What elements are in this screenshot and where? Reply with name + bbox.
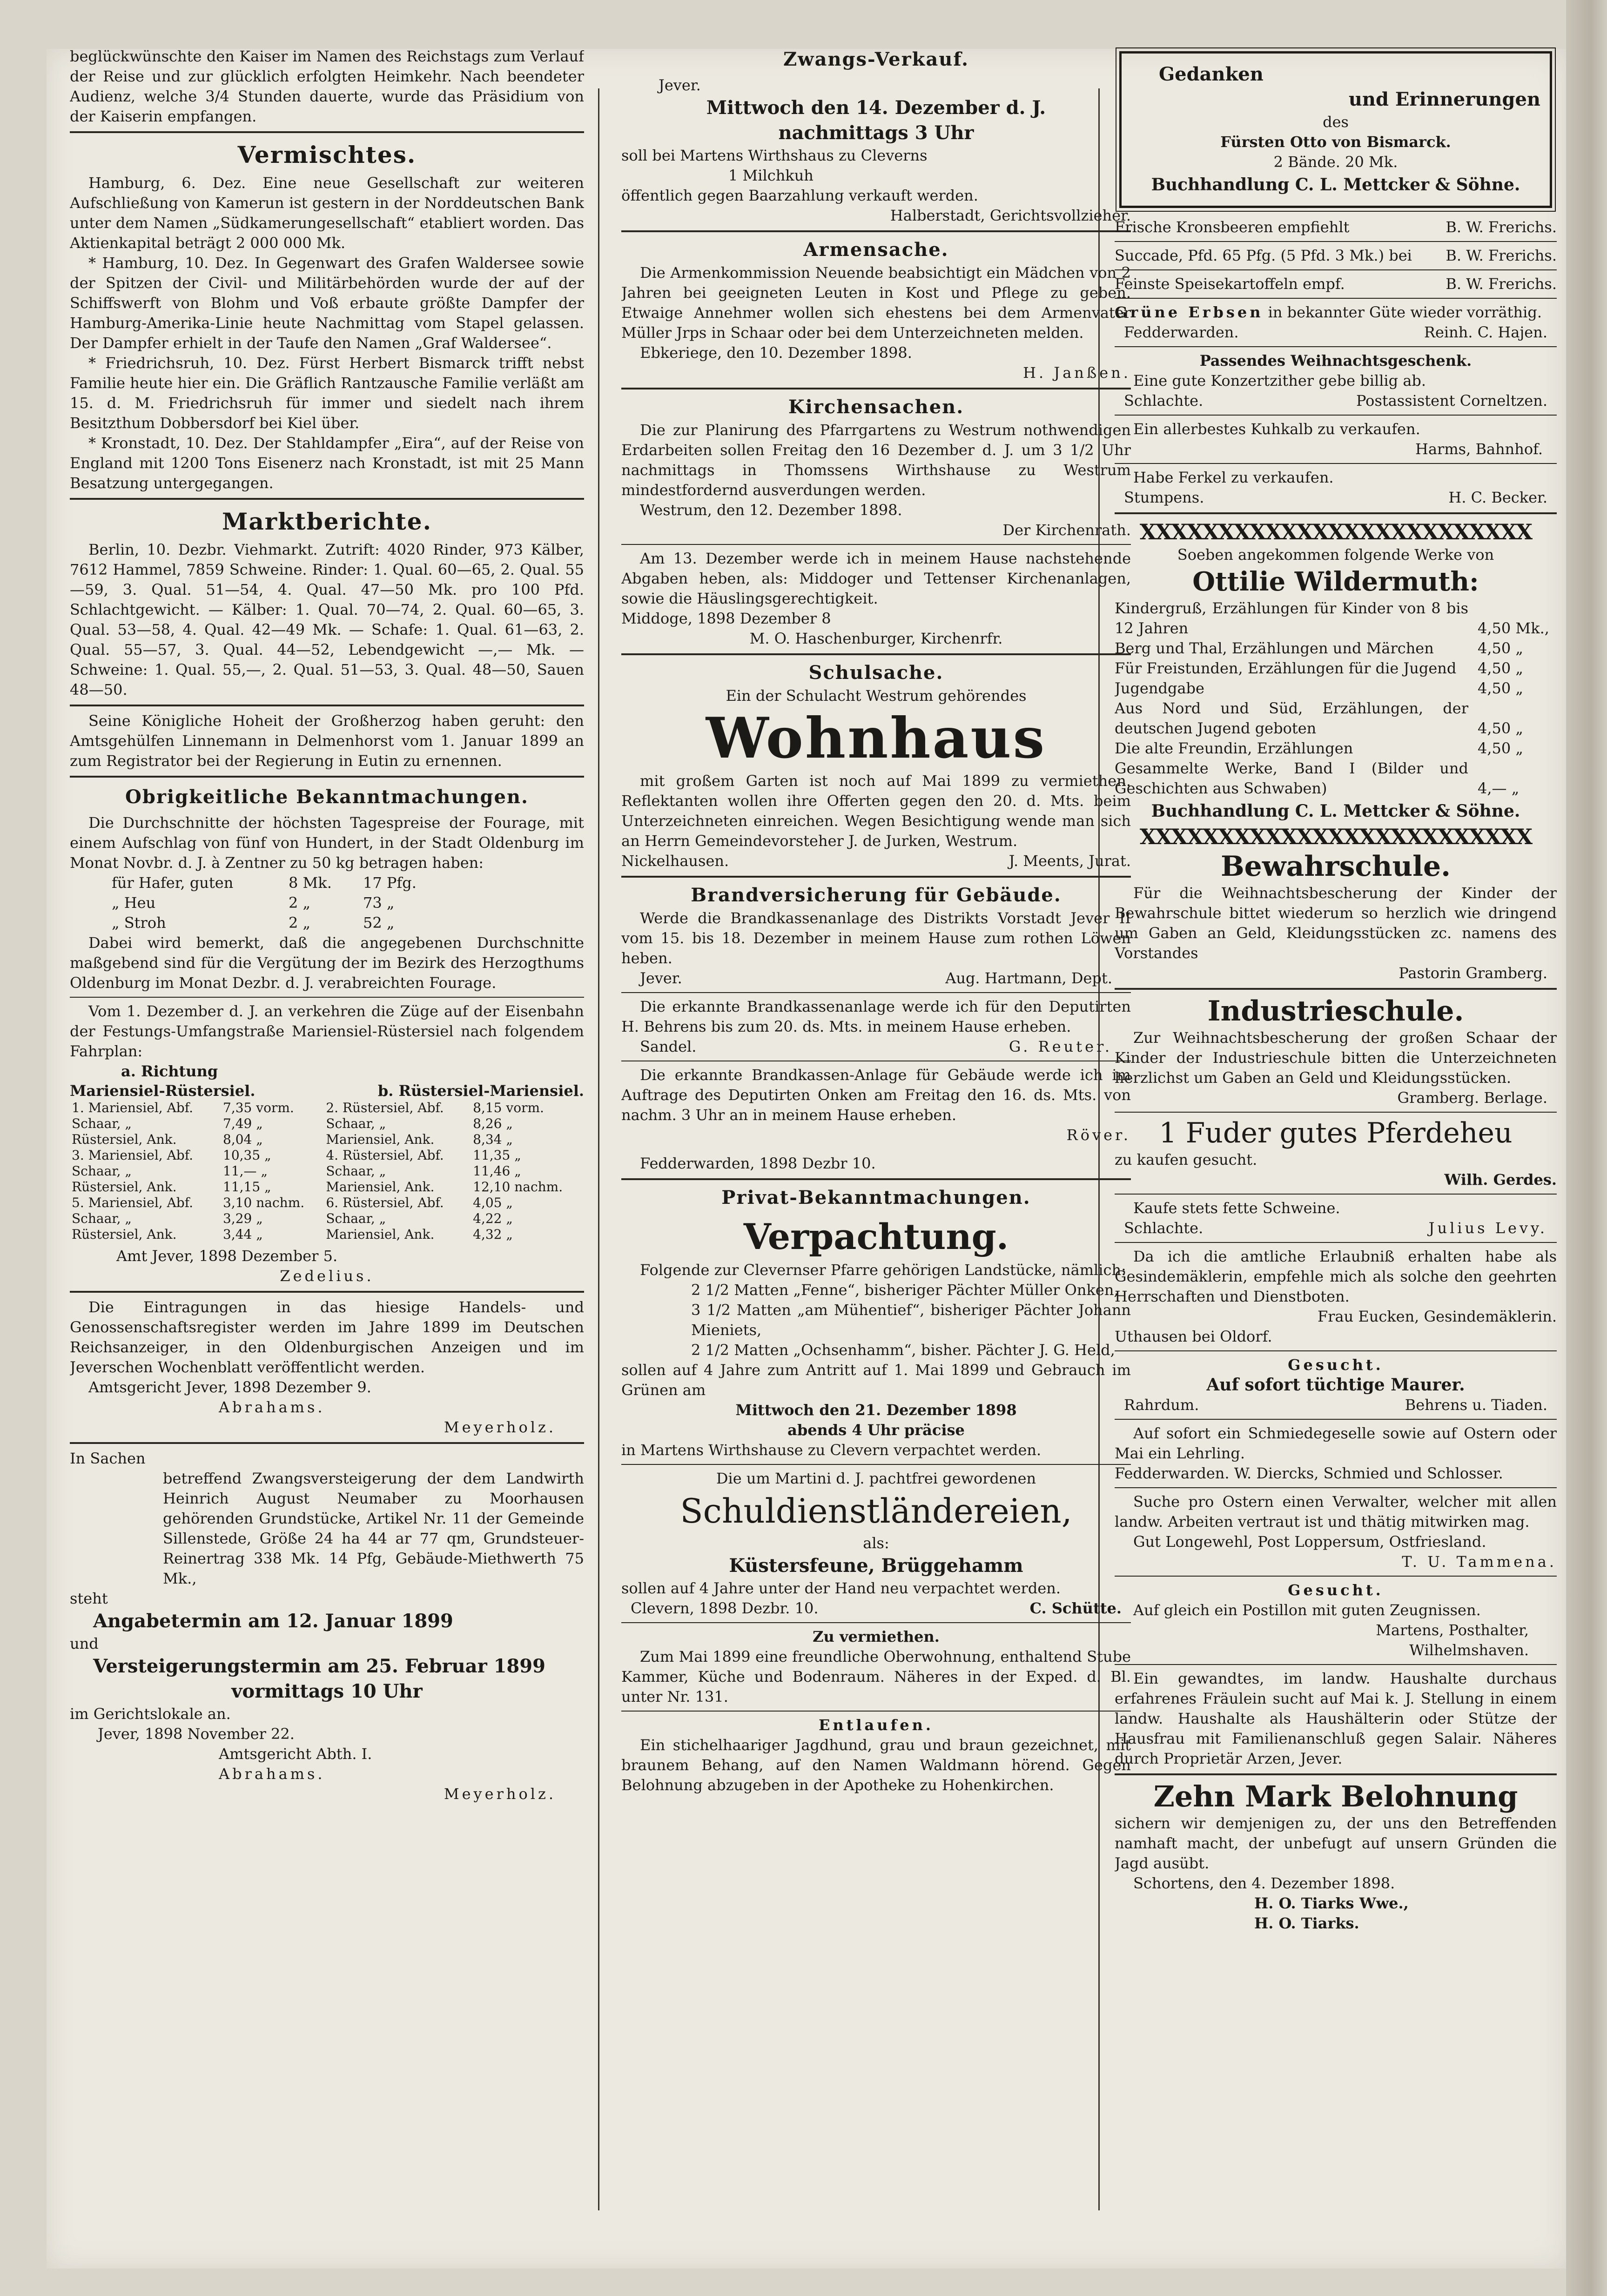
gesinde-place: Uthausen bei Oldorf. bbox=[1115, 1328, 1272, 1345]
schweine-place: Schlachte. bbox=[1124, 1219, 1204, 1237]
train-cell: Schaar, „ bbox=[72, 1211, 132, 1226]
vermiethen-heading: Zu vermiethen. bbox=[813, 1628, 940, 1645]
train-cell: 4,22 „ bbox=[473, 1211, 513, 1226]
divider bbox=[1115, 1773, 1557, 1775]
train-cell: Schaar, „ bbox=[72, 1163, 132, 1179]
brand-footer-2 bbox=[621, 1037, 1131, 1057]
train-signature: Zedelius. bbox=[280, 1267, 374, 1285]
divider bbox=[1115, 1419, 1557, 1420]
bewahrschule-signature: Pastorin Gramberg. bbox=[1399, 964, 1547, 982]
divider bbox=[621, 1178, 1131, 1180]
schulsache-heading: Schulsache. bbox=[808, 662, 944, 684]
divider bbox=[1115, 269, 1557, 270]
schweine-text: Kaufe stets fette Schweine. bbox=[1133, 1199, 1340, 1217]
train-cell: 12,10 nachm. bbox=[473, 1179, 563, 1195]
zw-when-2: nachmittags 3 Uhr bbox=[778, 122, 974, 144]
belohnung-sig-1: H. O. Tiarks Wwe., bbox=[1254, 1894, 1409, 1912]
train-cell: 8,15 vorm. bbox=[473, 1100, 544, 1115]
schmied-signature: Fedderwarden. W. Diercks, Schmied und Schlosser. bbox=[1115, 1464, 1503, 1482]
belohnung-date: Schortens, den 4. Dezember 1898. bbox=[1133, 1874, 1395, 1892]
sachen-label: In Sachen bbox=[70, 1450, 146, 1467]
divider bbox=[1115, 463, 1557, 464]
book-price: 4,50 „ bbox=[1478, 739, 1523, 757]
erbsen-heading: Grüne Erbsen bbox=[1115, 303, 1264, 321]
wildermuth-heading: Ottilie Wildermuth: bbox=[1192, 566, 1479, 597]
news-hamburg-1: Hamburg, 6. Dez. Eine neue Gesellschaft zur weiteren Aufschließung von Kamerun ist gestern in der Norddeutschen Bank unter dem Namen „Südkamerungesellschaft“ etabliert worden. Das Aktienkapital beträgt 2 000 000 Mk. bbox=[70, 174, 584, 252]
brand-place-2: Sandel. bbox=[640, 1038, 697, 1055]
arm-date: Ebkeriege, den 10. Dezember 1898. bbox=[640, 344, 912, 362]
arm-text: Die Armenkommission Neuende beabsichtigt ein Mädchen von 2 Jahren bei geeigneten Leuten in Kost und Pflege zu geben. Etwaige Annehmer wollen sich ehestens bei dem Armenvater Müller Jrps in Schaar oder bei dem Unterzeichneten melden. bbox=[621, 264, 1131, 342]
schuldienst-heading: Schuldienstländereien, bbox=[680, 1491, 1072, 1531]
price-row: für Hafer, guten 8 Mk. 17 Pfg. bbox=[112, 874, 417, 892]
book-title: Berg und Thal, Erzählungen und Märchen bbox=[1115, 639, 1434, 657]
train-row bbox=[70, 1179, 584, 1195]
train-row bbox=[70, 1195, 584, 1211]
bismarck-line-6: Buchhandlung C. L. Mettcker & Söhne. bbox=[1151, 175, 1520, 195]
train-cell: Schaar, „ bbox=[326, 1211, 386, 1226]
verp-item-1: 2 1/2 Matten „Fenne“, bisheriger Pächter Müller Onken, bbox=[691, 1281, 1119, 1299]
gesinde-signature: Frau Eucken, Gesindemäklerin. bbox=[1317, 1308, 1557, 1325]
wildermuth-signature: Buchhandlung C. L. Mettcker & Söhne. bbox=[1151, 801, 1520, 821]
steht-label: steht bbox=[70, 1590, 108, 1607]
sachen-amt: Amtsgericht Abth. I. bbox=[219, 1745, 372, 1763]
verp-when-2: abends 4 Uhr präcise bbox=[787, 1421, 965, 1439]
ferkel-place: Stumpens. bbox=[1124, 489, 1204, 506]
pferdeheu-text: zu kaufen gesucht. bbox=[1115, 1151, 1257, 1168]
gesucht-heading-2: Gesucht. bbox=[1288, 1581, 1384, 1599]
train-header-b: b. Rüstersiel-Mariensiel. bbox=[377, 1082, 584, 1100]
industrieschule-text: Zur Weihnachtsbescherung der großen Schaar der Kinder der Industrieschule bitten die Unterzeichneten herzlichst um Gaben an Geld und Kleidungsstücken. bbox=[1115, 1029, 1557, 1087]
train-cell: 2. Rüstersiel, Abf. bbox=[326, 1100, 444, 1115]
pferdeheu-heading: 1 Fuder gutes Pferdeheu bbox=[1159, 1117, 1513, 1149]
divider bbox=[70, 997, 584, 998]
train-cell: Mariensiel, Ank. bbox=[326, 1179, 435, 1195]
divider bbox=[621, 1711, 1131, 1712]
gerichtslokal: im Gerichtslokale an. bbox=[70, 1705, 231, 1723]
intro-text: beglückwünschte den Kaiser im Namen des Reichstags zum Verlauf der Reise und zur glücklich erfolgten Heimkehr. Nach beendeter Audienz, welche 3/4 Stunden dauerte, wurde das Präsidium von der Kaiserin empfangen. bbox=[70, 47, 584, 125]
divider bbox=[1115, 1112, 1557, 1113]
train-cell: Schaar, „ bbox=[72, 1116, 132, 1131]
column-left bbox=[70, 47, 584, 1804]
train-cell: 4. Rüstersiel, Abf. bbox=[326, 1148, 444, 1163]
handelsregister-sig1: Abrahams. bbox=[219, 1398, 325, 1416]
pferdeheu-signature: Wilh. Gerdes. bbox=[1444, 1171, 1557, 1188]
divider bbox=[621, 1622, 1131, 1623]
verp-when-1: Mittwoch den 21. Dezember 1898 bbox=[735, 1401, 1017, 1419]
divider bbox=[621, 230, 1131, 232]
kirch-signature: Der Kirchenrath. bbox=[1002, 521, 1131, 539]
divider bbox=[70, 498, 584, 500]
train-row bbox=[70, 1100, 584, 1116]
erbsen-place: Fedderwarden. bbox=[1124, 323, 1239, 341]
ornament-row: XXXXXXXXXXXXXXXXXXXXXXXXX bbox=[1139, 519, 1532, 544]
divider bbox=[70, 1291, 584, 1293]
news-hamburg-2: * Hamburg, 10. Dez. In Gegenwart des Grafen Waldersee sowie der Spitzen der Civil- und Militärbehörden wurde der auf der Schiffswerft von Blohm und Voß erbaute größte Dampfer der Hamburg-Amerika-Linie heute Nachmittag vom Stapel gelassen. Der Dampfer erhielt in der Taufe den Namen „Graf Waldersee“. bbox=[70, 254, 584, 352]
train-row bbox=[70, 1227, 584, 1242]
brand-text-3: Die erkannte Brandkassen-Anlage für Gebäude werde ich im Auftrage des Deputirten Onken am Freitag den 16. ds. Mts. von nachm. 3 Uhr an in meinem Hause erheben. bbox=[621, 1066, 1131, 1124]
zwangsverkauf-heading: Zwangs-Verkauf. bbox=[783, 48, 969, 70]
divider bbox=[621, 876, 1131, 878]
kirch-date: Westrum, den 12. Dezember 1898. bbox=[640, 501, 902, 519]
maurer-heading: Auf sofort tüchtige Maurer. bbox=[1206, 1375, 1465, 1395]
schuld-intro: Die um Martini d. J. pachtfrei gewordenen bbox=[716, 1470, 1036, 1487]
book-item bbox=[1115, 638, 1557, 658]
train-row bbox=[70, 1211, 584, 1227]
train-cell: Mariensiel, Ank. bbox=[326, 1227, 435, 1242]
book-item bbox=[1115, 678, 1557, 698]
divider bbox=[621, 388, 1131, 389]
book-title: Kindergruß, Erzählungen für Kinder von 8 bis 12 Jahren bbox=[1115, 599, 1468, 637]
train-cell: 3,10 nachm. bbox=[223, 1195, 305, 1210]
book-price: 4,50 „ bbox=[1478, 719, 1523, 737]
train-cell: 3,29 „ bbox=[223, 1211, 263, 1226]
erbsen-text: in bekannter Güte wieder vorräthig. bbox=[1268, 303, 1542, 321]
train-date: Amt Jever, 1898 Dezember 5. bbox=[116, 1247, 338, 1265]
book-price: 4,50 „ bbox=[1478, 659, 1523, 677]
zw-signature: Halberstadt, Gerichtsvollzieher. bbox=[890, 207, 1131, 224]
divider bbox=[621, 653, 1131, 655]
book-price: 4,50 Mk., bbox=[1478, 619, 1549, 637]
fourage-text: Die Durchschnitte der höchsten Tagespreise der Fourage, mit einem Aufschlag von fünf von Hundert, in der Stadt Oldenburg im Monat Novbr. d. J. à Zentner zu 50 kg betragen haben: bbox=[70, 814, 584, 872]
schuld-text: sollen auf 4 Jahre unter der Hand neu verpachtet werden. bbox=[621, 1579, 1061, 1597]
brand-date-3: Fedderwarden, 1898 Dezbr 10. bbox=[640, 1155, 876, 1172]
midd-date: Middoge, 1898 Dezember 8 bbox=[621, 610, 831, 627]
divider bbox=[1115, 1242, 1557, 1243]
sachen-sig2: Meyerholz. bbox=[444, 1785, 556, 1803]
column-rule-1 bbox=[598, 88, 599, 2210]
bismarck-line-3: des bbox=[1323, 113, 1349, 131]
erbsen-signature: Reinh. C. Hajen. bbox=[1424, 323, 1547, 341]
schuld-date: Clevern, 1898 Dezbr. 10. bbox=[631, 1599, 819, 1617]
bismarck-line-4: Fürsten Otto von Bismarck. bbox=[1220, 133, 1451, 151]
train-cell: 1. Mariensiel, Abf. bbox=[72, 1100, 193, 1115]
verpachtung-heading: Verpachtung. bbox=[743, 1216, 1009, 1257]
belohnung-sig-2: H. O. Tiarks. bbox=[1254, 1914, 1359, 1932]
book-price: 4,— „ bbox=[1478, 779, 1520, 797]
sachen-date: Jever, 1898 November 22. bbox=[98, 1725, 295, 1743]
train-cell: 3. Mariensiel, Abf. bbox=[72, 1148, 193, 1163]
train-cell: Rüstersiel, Ank. bbox=[72, 1132, 177, 1147]
book-list bbox=[1115, 598, 1557, 799]
kirchensachen-heading: Kirchensachen. bbox=[788, 396, 964, 418]
train-header-a: Mariensiel-Rüstersiel. bbox=[70, 1082, 256, 1100]
small-ad: Succade, Pfd. 65 Pfg. (5 Pfd. 3 Mk.) bei B. W. Frerichs. bbox=[1115, 247, 1557, 264]
midd-text: Am 13. Dezember werde ich in meinem Hause nachstehende Abgaben heben, als: Middoger und Tettenser Kirchenanlagen, sowie die Häuslingsgerechtigkeit. bbox=[621, 550, 1131, 607]
train-cell: 4,32 „ bbox=[473, 1227, 513, 1242]
schul-text: mit großem Garten ist noch auf Mai 1899 zu vermiethen. Reflektanten wollen ihre Offerten gegen den 20. d. Mts. beim Unterzeichneten einreichen. Wegen Besichtigung wende man sich an Herrn Gemeindevorsteher J. de Jurken, Westrum. bbox=[621, 772, 1131, 850]
brand-text-2: Die erkannte Brandkassenanlage werde ich für den Deputirten H. Behrens bis zum 20. ds. Mts. in meinem Hause erheben. bbox=[621, 998, 1131, 1035]
gesucht-heading-1: Gesucht. bbox=[1288, 1356, 1384, 1374]
kirch-text: Die zur Planirung des Pfarrgartens zu Westrum nothwendigen Erdarbeiten sollen Freitag den 16 Dezember d. J. um 3 1/2 Uhr nachmittags in Thomssens Wirthshause zu Westrum mindestfordernd ausverdungen werden. bbox=[621, 421, 1131, 499]
book-title: Jugendgabe bbox=[1115, 679, 1204, 697]
industrieschule-signature: Gramberg. Berlage. bbox=[1397, 1089, 1547, 1107]
ornament-row: XXXXXXXXXXXXXXXXXXXXXXXXX bbox=[1139, 824, 1532, 849]
train-cell: 4,05 „ bbox=[473, 1195, 513, 1210]
book-title: Für Freistunden, Erzählungen für die Jugend bbox=[1115, 659, 1457, 677]
bismarck-line-5: 2 Bände. 20 Mk. bbox=[1273, 153, 1398, 171]
divider bbox=[70, 776, 584, 778]
maurer-signature: Behrens u. Tiaden. bbox=[1405, 1396, 1547, 1414]
handelsregister-date: Amtsgericht Jever, 1898 Dezember 9. bbox=[88, 1378, 371, 1396]
divider bbox=[621, 544, 1131, 545]
sachen-text: betreffend Zwangsversteigerung der dem Landwirth Heinrich August Neumaber zu Moorhausen gehörenden Grundstücke, Artikel Nr. 11 der Gemeinde Sillenstede, Größe 24 ha 44 ar 77 qm, Grundsteuer-Reinertrag 338 Mk. 14 Pfg, Gebäude-Miethwerth 75 Mk., bbox=[163, 1470, 584, 1587]
verp-item-2: 3 1/2 Matten „am Mühentief“, bisheriger Pächter Johann Mieniets, bbox=[691, 1301, 1131, 1339]
angabetermin: Angabetermin am 12. Januar 1899 bbox=[93, 1610, 453, 1632]
divider bbox=[1115, 1194, 1557, 1195]
wohnhaus-headline: Wohnhaus bbox=[706, 705, 1047, 771]
divider bbox=[1115, 1664, 1557, 1665]
train-intro: Vom 1. Dezember d. J. an verkehren die Züge auf der Eisenbahn der Festungs-Umfangstraße Mariensiel-Rüstersiel nach folgendem Fahrplan: bbox=[70, 1002, 584, 1060]
weihnacht-place: Schlachte. bbox=[1124, 392, 1204, 410]
ferkel-text: Habe Ferkel zu verkaufen. bbox=[1133, 469, 1334, 486]
zw-text-3: öffentlich gegen Baarzahlung verkauft werden. bbox=[621, 187, 978, 204]
divider bbox=[1115, 1350, 1557, 1351]
grossherzog-notice: Seine Königliche Hoheit der Großherzog haben geruht: den Amtsgehülfen Linnemann in Delmenhorst vom 1. Januar 1899 an zum Registrator bei der Regierung in Eutin zu ernennen. bbox=[70, 712, 584, 770]
train-direction-a: a. Richtung bbox=[121, 1062, 218, 1080]
price-row: „ Stroh 2 „ 52 „ bbox=[112, 914, 395, 932]
privat-heading: Privat-Bekanntmachungen. bbox=[721, 1187, 1031, 1208]
news-kronstadt: * Kronstadt, 10. Dez. Der Stahldampfer „Eira“, auf der Reise von England mit 1200 Tons Eisenerz nach Kronstadt, ist mit 25 Mann Besatzung untergegangen. bbox=[70, 434, 584, 492]
schul-place: Nickelhausen. bbox=[621, 852, 729, 870]
versteigerung-time: vormittags 10 Uhr bbox=[231, 1680, 423, 1702]
book-item bbox=[1115, 759, 1557, 799]
divider bbox=[1115, 988, 1557, 990]
marktberichte-heading: Marktberichte. bbox=[222, 508, 432, 535]
small-ad: Frische Kronsbeeren empfiehlt B. W. Frerichs. bbox=[1115, 218, 1557, 236]
brandversicherung-heading: Brandversicherung für Gebäude. bbox=[691, 884, 1062, 906]
schmied-text: Auf sofort ein Schmiedegeselle sowie auf Ostern oder Mai ein Lehrling. bbox=[1115, 1424, 1557, 1462]
divider bbox=[70, 131, 584, 133]
divider bbox=[70, 1442, 584, 1444]
schul-signature: J. Meents, Jurat. bbox=[1009, 852, 1131, 870]
industrieschule-heading: Industrieschule. bbox=[1207, 995, 1464, 1027]
train-cell: 7,35 vorm. bbox=[223, 1100, 294, 1115]
train-cell: 8,26 „ bbox=[473, 1116, 513, 1131]
maurer-place: Rahrdum. bbox=[1124, 1396, 1199, 1414]
maurer-footer bbox=[1115, 1395, 1557, 1415]
handelsregister-text: Die Eintragungen in das hiesige Handels- und Genossenschaftsregister werden im Jahre 1899 im Deutschen Reichsanzeiger, in den Oldenburgischen Anzeigen und im Jeverschen Wochenblatt veröffentlicht werden. bbox=[70, 1298, 584, 1376]
postillon-signature-2: Wilhelmshaven. bbox=[1409, 1641, 1529, 1659]
verp-item-3: 2 1/2 Matten „Ochsenhamm“, bisher. Pächter J. G. Held, bbox=[691, 1341, 1115, 1359]
bismarck-line-2: und Erinnerungen bbox=[1348, 88, 1540, 110]
verp-text: sollen auf 4 Jahre zum Antritt auf 1. Mai 1899 und Gebrauch im Grünen am bbox=[621, 1361, 1131, 1399]
book-item bbox=[1115, 658, 1557, 678]
book-item bbox=[1115, 698, 1557, 738]
fraeulein-text: Ein gewandtes, im landw. Haushalte durchaus erfahrenes Fräulein sucht auf Mai k. J. Stellung in einem landw. Haushalte als Haushälterin oder Stütze der Hausfrau mit Familienanschluß gegen Salair. Näheres durch Proprietär Arzen, Jever. bbox=[1115, 1670, 1557, 1767]
kuhkalb-text: Ein allerbestes Kuhkalb zu verkaufen. bbox=[1133, 420, 1420, 438]
train-cell: Schaar, „ bbox=[326, 1116, 386, 1131]
divider bbox=[1115, 241, 1557, 242]
divider bbox=[621, 992, 1131, 993]
postillon-signature-1: Martens, Posthalter, bbox=[1376, 1621, 1529, 1639]
brand-place-1: Jever. bbox=[640, 969, 682, 987]
train-headers bbox=[70, 1081, 584, 1100]
entlaufen-heading: Entlaufen. bbox=[818, 1716, 934, 1734]
ferkel-signature: H. C. Becker. bbox=[1448, 489, 1547, 506]
kuhkalb-signature: Harms, Bahnhof. bbox=[1415, 440, 1543, 458]
train-cell: 5. Mariensiel, Abf. bbox=[72, 1195, 193, 1210]
verp-end: in Martens Wirthshause zu Clevern verpachtet werden. bbox=[621, 1441, 1042, 1459]
verwalter-signature: T. U. Tammena. bbox=[1402, 1553, 1557, 1571]
divider bbox=[70, 705, 584, 706]
divider bbox=[1115, 346, 1557, 347]
sachen-sig1: Abrahams. bbox=[219, 1765, 325, 1783]
schuld-signature: C. Schütte. bbox=[1029, 1599, 1122, 1617]
ferkel-footer bbox=[1115, 488, 1557, 508]
book-item bbox=[1115, 738, 1557, 759]
fourage-note: Dabei wird bemerkt, daß die angegebenen Durchschnitte maßgebend sind für die Vergütung der im Bezirk des Herzogthums Oldenburg im Monat Dezbr. d. J. verabreichten Fourage. bbox=[70, 934, 584, 992]
brand-text-1: Werde die Brandkassenanlage des Distrikts Vorstadt Jever II vom 15. bis 18. Dezember in meinem Hause zum rothen Löwen heben. bbox=[621, 909, 1131, 967]
vermischtes-heading: Vermischtes. bbox=[237, 141, 417, 168]
schul-footer bbox=[621, 851, 1131, 871]
train-cell: 7,49 „ bbox=[223, 1116, 263, 1131]
midd-signature: M. O. Haschenburger, Kirchenrfr. bbox=[749, 630, 1003, 647]
zw-place: Jever. bbox=[659, 76, 701, 94]
divider bbox=[1115, 1487, 1557, 1488]
verwalter-text: Suche pro Ostern einen Verwalter, welcher mit allen landw. Arbeiten vertraut ist und thätig mitwirken mag. bbox=[1115, 1493, 1557, 1531]
bismarck-ad bbox=[1119, 51, 1552, 208]
book-price: 4,50 „ bbox=[1478, 639, 1523, 657]
weihnacht-heading: Passendes Weihnachtsgeschenk. bbox=[1199, 352, 1472, 369]
armensache-heading: Armensache. bbox=[803, 239, 949, 261]
train-cell: Schaar, „ bbox=[326, 1163, 386, 1179]
train-row bbox=[70, 1148, 584, 1163]
schul-intro: Ein der Schulacht Westrum gehörendes bbox=[726, 687, 1027, 705]
train-cell: Rüstersiel, Ank. bbox=[72, 1227, 177, 1242]
verp-intro: Folgende zur Clevernser Pfarre gehörigen Landstücke, nämlich: bbox=[640, 1261, 1126, 1279]
weihnacht-footer bbox=[1115, 391, 1557, 411]
price-row: „ Heu 2 „ 73 „ bbox=[112, 894, 395, 912]
divider bbox=[1115, 512, 1557, 514]
belohnung-heading: Zehn Mark Belohnung bbox=[1153, 1779, 1518, 1813]
train-row bbox=[70, 1132, 584, 1148]
train-cell: 6. Rüstersiel, Abf. bbox=[326, 1195, 444, 1210]
train-timetable bbox=[70, 1100, 584, 1242]
book-title: Gesammelte Werke, Band I (Bilder und Geschichten aus Schwaben) bbox=[1115, 759, 1468, 797]
divider bbox=[1115, 415, 1557, 416]
book-item bbox=[1115, 598, 1557, 638]
entlaufen-text: Ein stichelhaariger Jagdhund, grau und braun gezeichnet, mit braunem Behang, auf den Namen Waldmann hörend. Gegen Belohnung abzugeben in der Apotheke zu Hohenkirchen. bbox=[621, 1736, 1131, 1794]
zw-text-1: soll bei Martens Wirthshaus zu Cleverns bbox=[621, 147, 928, 164]
train-cell: 11,15 „ bbox=[223, 1179, 271, 1195]
wildermuth-intro: Soeben angekommen folgende Werke von bbox=[1177, 546, 1494, 564]
divider bbox=[621, 1464, 1131, 1465]
train-cell: 11,46 „ bbox=[473, 1163, 521, 1179]
handelsregister-sig2: Meyerholz. bbox=[444, 1418, 556, 1436]
train-cell: Mariensiel, Ank. bbox=[326, 1132, 435, 1147]
book-spine bbox=[1566, 0, 1607, 2296]
weihnacht-text: Eine gute Konzertzither gebe billig ab. bbox=[1133, 372, 1426, 389]
train-cell: 11,— „ bbox=[223, 1163, 268, 1179]
train-row bbox=[70, 1163, 584, 1179]
versteigerungstermin: Versteigerungstermin am 25. Februar 1899 bbox=[93, 1655, 545, 1677]
brand-sig-3: Röver. bbox=[1066, 1126, 1131, 1144]
divider bbox=[1115, 298, 1557, 299]
arm-signature: H. Janßen. bbox=[1023, 364, 1131, 382]
column-middle bbox=[621, 47, 1131, 1795]
train-cell: Rüstersiel, Ank. bbox=[72, 1179, 177, 1195]
und-label: und bbox=[70, 1635, 99, 1652]
weihnacht-signature: Postassistent Corneltzen. bbox=[1356, 392, 1547, 410]
column-right bbox=[1115, 47, 1557, 1933]
bewahrschule-heading: Bewahrschule. bbox=[1220, 850, 1451, 883]
belohnung-text: sichern wir demjenigen zu, der uns den Betreffenden namhaft macht, der unbefugt auf unsern Gründen die Jagd ausübt. bbox=[1115, 1814, 1557, 1872]
brand-sig-1: Aug. Hartmann, Dept. bbox=[945, 969, 1112, 987]
schweine-signature: Julius Levy. bbox=[1428, 1219, 1547, 1237]
erbsen-footer bbox=[1115, 322, 1557, 342]
zw-text-2: 1 Milchkuh bbox=[728, 167, 814, 184]
train-cell: 8,34 „ bbox=[473, 1132, 513, 1147]
bewahrschule-text: Für die Weihnachtsbescherung der Kinder der Bewahrschule bittet wiederum so herzlich wie dringend um Gaben an Geld, Kleidungsstücken zc. namens des Vorstandes bbox=[1115, 884, 1557, 962]
brand-footer-1 bbox=[621, 968, 1131, 988]
train-row bbox=[70, 1116, 584, 1132]
book-price: 4,50 „ bbox=[1478, 679, 1523, 697]
vermiethen-text: Zum Mai 1899 eine freundliche Oberwohnung, enthaltend Stube Kammer, Küche und Bodenraum. Näheres in der Exped. d. Bl. unter Nr. 131. bbox=[621, 1648, 1131, 1705]
brand-sig-2: G. Reuter. bbox=[1009, 1038, 1112, 1055]
market-report: Berlin, 10. Dezbr. Viehmarkt. Zutrift: 4020 Rinder, 973 Kälber, 7612 Hammel, 7859 Schweine. Rinder: 1. Qual. 60—65, 2. Qual. 55—59, 3. Qual. 51—54, 4. Qual. 47—50 Mk. pro 100 Pfd. Schlachtgewicht. — Kälber: 1. Qual. 70—74, 2. Qual. 60—65, 3. Qual. 53—58, 4. Qual. 42—49 Mk. — Schafe: 1. Qual. 61—63, 2. Qual. 55—57, 3. Qual. 44—52, Lebendgewicht —,— Mk. — Schweine: 1. Qual. 55,—, 2. Qual. 51—53, 3. Qual. 48—50, Sauen 48—50. bbox=[70, 541, 584, 698]
train-cell: 10,35 „ bbox=[223, 1148, 271, 1163]
book-title: Die alte Freundin, Erzählungen bbox=[1115, 739, 1353, 757]
book-title: Aus Nord und Süd, Erzählungen, der deutschen Jugend geboten bbox=[1115, 699, 1468, 737]
zw-when-1: Mittwoch den 14. Dezember d. J. bbox=[706, 97, 1046, 119]
small-ad: Feinste Speisekartoffeln empf. B. W. Frerichs. bbox=[1115, 275, 1557, 293]
schweine-footer bbox=[1115, 1218, 1557, 1238]
verwalter-place: Gut Longewehl, Post Loppersum, Ostfriesland. bbox=[1133, 1533, 1486, 1551]
schuld-als: als: bbox=[863, 1534, 889, 1552]
schuld-footer bbox=[621, 1598, 1131, 1618]
gesinde-text: Da ich die amtliche Erlaubniß erhalten habe als Gesindemäklerin, empfehle mich als solche den geehrten Herrschaften und Dienstboten. bbox=[1115, 1248, 1557, 1305]
train-cell: 3,44 „ bbox=[223, 1227, 263, 1242]
bismarck-line-1: Gedanken bbox=[1159, 63, 1264, 85]
postillon-text: Auf gleich ein Postillon mit guten Zeugnissen. bbox=[1133, 1601, 1481, 1619]
divider bbox=[1115, 1576, 1557, 1577]
fourage-prices bbox=[70, 873, 437, 933]
news-friedrichsruh: * Friedrichsruh, 10. Dez. Fürst Herbert Bismarck trifft nebst Familie heute hier ein. Die Gräflich Rantzausche Familie verläßt am 15. d. M. Friedrichsruh für immer und siedelt nach ihrem Besitzthum Dobbersdorf bei Kiel über. bbox=[70, 354, 584, 432]
train-cell: 8,04 „ bbox=[223, 1132, 263, 1147]
schuld-names: Küstersfeune, Brüggehamm bbox=[729, 1555, 1023, 1577]
train-cell: 11,35 „ bbox=[473, 1148, 521, 1163]
obrigkeitliche-heading: Obrigkeitliche Bekanntmachungen. bbox=[125, 786, 529, 808]
